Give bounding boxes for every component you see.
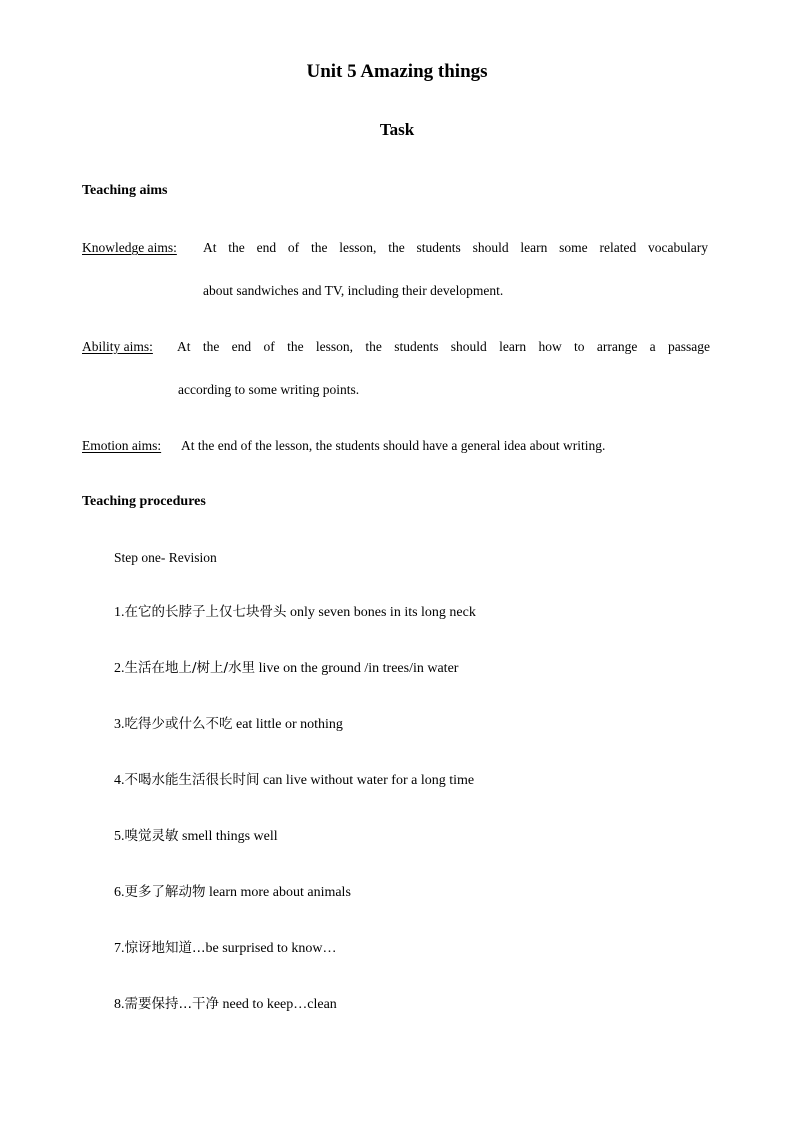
- emotion-aims-label: [82, 439, 161, 453]
- list-item-number: 6.: [114, 885, 125, 900]
- list-item-english: smell things well: [178, 829, 278, 844]
- list-item: [114, 774, 474, 788]
- ability-aims-label-text: Ability aims:: [82, 339, 153, 354]
- list-item-number: 1.: [114, 605, 125, 620]
- list-item-chinese: 在它的长脖子上仅七块骨头: [124, 604, 287, 620]
- list-item: [114, 606, 476, 620]
- list-item-english: eat little or nothing: [232, 717, 343, 732]
- knowledge-aims-label: [82, 241, 177, 255]
- knowledge-aims-line-2: about sandwiches and TV, including their development.: [203, 283, 504, 298]
- list-item: [114, 886, 351, 900]
- list-item: [114, 662, 458, 676]
- list-item-chinese: 生活在地上/树上/水里: [124, 660, 256, 676]
- list-item-number: 5.: [114, 829, 125, 844]
- knowledge-aims-line-1: At the end of the lesson, the students should learn some related vocabulary: [203, 240, 708, 255]
- list-item-number: 4.: [114, 773, 125, 788]
- document-subtitle: Task: [379, 120, 415, 139]
- list-item-number: 3.: [114, 717, 125, 732]
- list-item: [114, 718, 343, 732]
- step-one-label: Step one- Revision: [114, 550, 217, 565]
- list-item-english: be surprised to know…: [205, 941, 337, 956]
- list-item-english: learn more about animals: [205, 885, 351, 900]
- list-item-english: live on the ground /in trees/in water: [255, 661, 459, 676]
- list-item-english: can live without water for a long time: [259, 773, 475, 788]
- list-item-number: 8.: [114, 997, 125, 1012]
- list-item-chinese: 更多了解动物: [124, 884, 206, 900]
- emotion-aims-label-text: Emotion aims:: [82, 438, 162, 453]
- teaching-procedures-heading: Teaching procedures: [82, 494, 206, 509]
- ability-aims-label: [82, 340, 153, 354]
- list-item-english: only seven bones in its long neck: [286, 605, 476, 620]
- list-item-chinese: 嗅觉灵敏: [124, 828, 179, 844]
- ability-aims-line-2: according to some writing points.: [178, 382, 360, 397]
- list-item: [114, 942, 337, 956]
- list-item: [114, 998, 337, 1012]
- list-item-chinese: 需要保持…干净: [124, 996, 219, 1012]
- knowledge-aims-label-text: Knowledge aims:: [82, 240, 177, 255]
- list-item-chinese: 不喝水能生活很长时间: [124, 772, 260, 788]
- teaching-aims-heading: Teaching aims: [82, 183, 168, 198]
- list-item-number: 2.: [114, 661, 125, 676]
- document-title: Unit 5 Amazing things: [306, 61, 488, 82]
- list-item: [114, 830, 278, 844]
- list-item-chinese: 惊讶地知道…: [124, 940, 206, 956]
- list-item-chinese: 吃得少或什么不吃: [124, 716, 233, 732]
- emotion-aims-line-1: At the end of the lesson, the students should have a general idea about writing.: [181, 438, 606, 453]
- ability-aims-line-1: At the end of the lesson, the students should learn how to arrange a passage: [177, 339, 710, 354]
- list-item-english: need to keep…clean: [219, 997, 337, 1012]
- list-item-number: 7.: [114, 941, 125, 956]
